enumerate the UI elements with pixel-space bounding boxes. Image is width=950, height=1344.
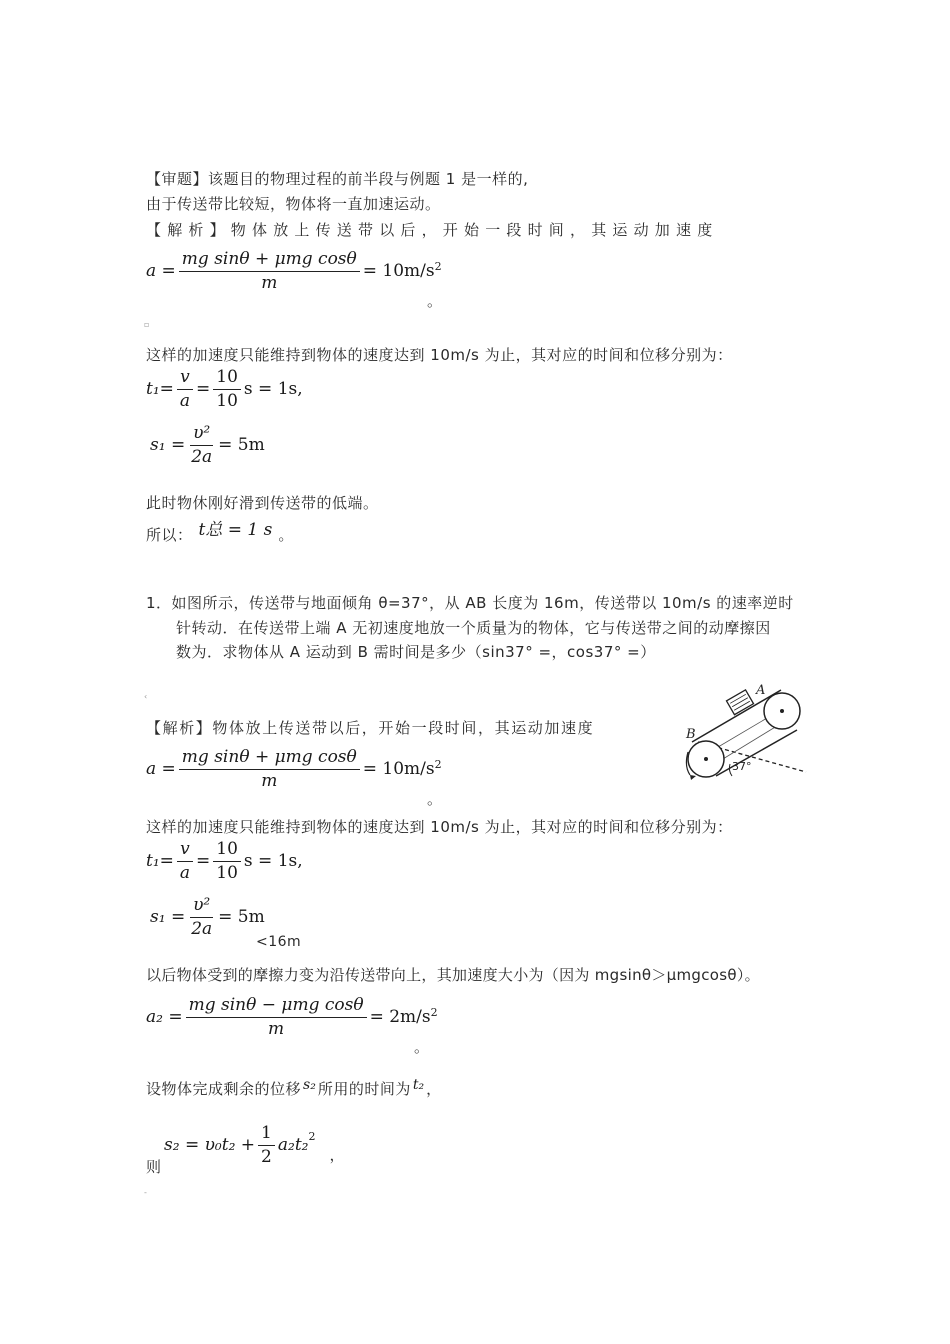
- eq-a2-sup: 2: [430, 1006, 438, 1019]
- review-line-2: 由于传送带比较短，物体将一直加速运动。: [146, 195, 441, 213]
- eq-a2-numerator: mg sinθ − μmg cosθ: [186, 996, 367, 1018]
- question-line-1: 1．如图所示，传送带与地面倾角 θ=37°，从 AB 长度为 16m，传送带以 10m/s 的速率逆时: [146, 594, 794, 612]
- t1-repeat-lhs: t₁=: [146, 851, 174, 872]
- conveyor-belt-figure: [670, 680, 810, 785]
- t1-rhs: s = 1s,: [243, 379, 303, 400]
- analysis-line-2: 这样的加速度只能维持到物体的速度达到 10m/s 为止，其对应的时间和位移分别为：: [146, 346, 733, 364]
- analysis-line-1: 【解析】物体放上传送带以后，开始一段时间，其运动加速度: [146, 221, 719, 239]
- line4-part-b: 所用的时间为: [317, 1080, 411, 1098]
- small-mark-2: ‹: [144, 692, 148, 701]
- eq-a-repeat-rhs: = 10m/s: [362, 759, 435, 780]
- small-mark-3: -: [144, 1188, 147, 1197]
- eq-a-rhs: = 10m/s: [362, 261, 435, 282]
- s1-lhs: s₁ =: [150, 435, 186, 456]
- remaining-displacement-line: [146, 1078, 442, 1099]
- period-3: 。: [414, 1038, 430, 1056]
- review-line-1: 【审题】该题目的物理过程的前半段与例题 1 是一样的,: [146, 170, 529, 188]
- eq-a-fraction: [179, 250, 360, 292]
- eq-a-repeat-fraction: [179, 748, 360, 790]
- acceleration-equation: [146, 250, 442, 292]
- analysis2-line-1: 【解析】物体放上传送带以后，开始一段时间，其运动加速度: [146, 719, 595, 737]
- s1-den: 2a: [191, 446, 213, 467]
- s1-repeat-fraction: [188, 896, 215, 938]
- line4-part-c: ，: [426, 1080, 442, 1098]
- eq-a-sup: 2: [434, 260, 442, 273]
- s2-sup: 2: [308, 1130, 316, 1143]
- s1-repeat-lhs: s₁ =: [150, 907, 186, 928]
- t1-fraction-2: [213, 368, 241, 410]
- t1-repeat-frac2-den: 10: [216, 862, 238, 883]
- eq-a-numerator: mg sinθ + μmg cosθ: [179, 250, 360, 272]
- block-a: [726, 690, 753, 715]
- total-time-eq: t总 = 1 s: [198, 520, 273, 540]
- eq-a2-denominator: m: [268, 1018, 285, 1039]
- a2-equation: [146, 996, 438, 1038]
- line4-part-a: 设物体完成剩余的位移: [146, 1080, 302, 1098]
- t1-repeat-fraction-1: [177, 840, 193, 882]
- s1-fraction: [188, 424, 215, 466]
- eq-a-repeat-sup: 2: [434, 758, 442, 771]
- t1-repeat-frac1-num: v: [177, 840, 193, 862]
- t1-frac1-den: a: [179, 390, 191, 411]
- t1-repeat-fraction-2: [213, 840, 241, 882]
- total-time-prefix: 所以：: [146, 526, 193, 544]
- eq-a2-fraction: [186, 996, 367, 1038]
- eq-a2-rhs: = 2m/s: [369, 1007, 431, 1028]
- question-line-2: 针转动．在传送带上端 A 无初速度地放一个质量为的物体，它与传送带之间的动摩擦因: [176, 619, 771, 637]
- upper-roller-axle: [780, 709, 784, 713]
- s1-rhs: = 5m: [218, 435, 265, 456]
- s2-half-den: 2: [261, 1146, 272, 1167]
- period-1: 。: [427, 292, 443, 310]
- t1-equation: t₁= $\frac{v}{a}$ = $\frac{10}{10}$ s = 1s,: [146, 367, 303, 411]
- period-2: 。: [427, 790, 443, 808]
- s1-num: υ²: [190, 424, 213, 446]
- analysis-line-3: 此时物休刚好滑到传送带的低端。: [146, 494, 379, 512]
- s2-equation: [164, 1124, 345, 1166]
- figure-label-a: A: [756, 683, 766, 698]
- analysis2-line-3: 以后物体受到的摩擦力变为沿传送带向上，其加速度大小为（因为 mgsinθ＞μmgcosθ）。: [146, 966, 760, 984]
- t1-frac2-num: 10: [213, 368, 241, 390]
- t1-equation-2: t₁= $\frac{v}{a}$ = $\frac{10}{10}$ s = 1s,: [146, 839, 303, 883]
- then-label: 则: [146, 1158, 162, 1176]
- eq-a2-lhs: a₂ =: [146, 1007, 183, 1028]
- s1-repeat-rhs: = 5m: [218, 907, 265, 928]
- eq-a-lhs: a =: [146, 261, 176, 282]
- total-time-line: [146, 520, 294, 545]
- s1-repeat-num: υ²: [190, 896, 213, 918]
- eq-a-repeat-den: m: [261, 770, 278, 791]
- t1-repeat-frac1-den: a: [179, 862, 191, 883]
- s2-rhs: a₂t₂: [277, 1135, 309, 1156]
- s2-half-num: 1: [258, 1124, 275, 1146]
- belt-bottom-edge: [716, 730, 797, 776]
- figure-label-b: B: [686, 727, 696, 742]
- eq-a-denominator: m: [261, 272, 278, 293]
- figure-angle-label: 37°: [732, 760, 752, 773]
- analysis2-line-2: 这样的加速度只能维持到物体的速度达到 10m/s 为止，其对应的时间和位移分别为：: [146, 818, 733, 836]
- s1-equation-2: [150, 896, 265, 938]
- s1-note: <16m: [256, 934, 302, 950]
- eq-a-repeat-num: mg sinθ + μmg cosθ: [179, 748, 360, 770]
- small-mark-1: ▫: [144, 320, 150, 329]
- lower-roller-axle: [704, 757, 708, 761]
- t1-lhs: t₁=: [146, 379, 174, 400]
- t1-frac1-num: v: [177, 368, 193, 390]
- s2-lhs: s₂ = υ₀t₂ +: [164, 1135, 256, 1156]
- s2-half-fraction: [258, 1124, 275, 1166]
- acceleration-equation-2: [146, 748, 442, 790]
- s2-comma: ，: [329, 1145, 345, 1164]
- t2-symbol: t₂: [412, 1076, 425, 1093]
- t1-repeat-frac2-num: 10: [213, 840, 241, 862]
- t1-frac2-den: 10: [216, 390, 238, 411]
- question-line-3: 数为．求物体从 A 运动到 B 需时间是多少（sin37° =，cos37° =）: [176, 643, 656, 661]
- s2-symbol: s₂: [303, 1076, 316, 1093]
- s1-repeat-den: 2a: [191, 918, 213, 939]
- s1-equation: [150, 424, 265, 466]
- total-time-suffix: 。: [278, 526, 294, 544]
- eq-a2-repeat-lhs: a =: [146, 759, 176, 780]
- rotation-arrowhead: [690, 775, 696, 780]
- t1-fraction-1: [177, 368, 193, 410]
- t1-repeat-rhs: s = 1s,: [243, 851, 303, 872]
